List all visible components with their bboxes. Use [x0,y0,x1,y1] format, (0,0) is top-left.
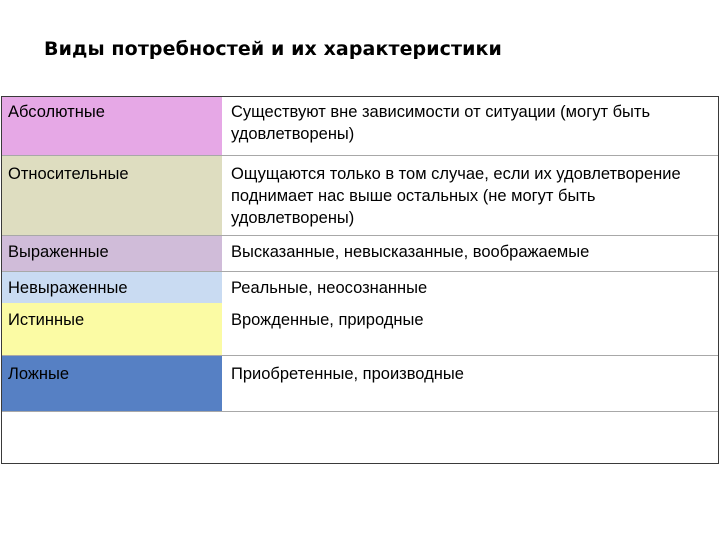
row-divider [2,271,718,272]
need-description: Ощущаются только в том случае, если их удовлетворение поднимает нас выше остальных (не могут быть удовлетворены) [231,165,681,227]
slide-title: Виды потребностей и их характеристики [44,38,502,60]
need-type-label: Выраженные [8,243,109,261]
row-description-cell [2,411,718,463]
row-divider [2,411,718,412]
need-description: Врожденные, природные [231,311,424,329]
need-type-label: Абсолютные [8,103,105,121]
need-type-label: Ложные [8,365,70,383]
need-description: Реальные, неосознанные [231,279,428,297]
need-type-label: Истинные [8,311,85,329]
table-row-empty [2,411,718,463]
need-description: Высказанные, невысказанные, воображаемые [231,243,590,261]
row-divider [2,155,718,156]
need-type-label: Относительные [8,165,129,183]
need-type-label: Невыраженные [8,279,128,297]
row-divider [2,235,718,236]
need-description: Приобретенные, производные [231,365,464,383]
need-description: Существуют вне зависимости от ситуации (могут быть удовлетворены) [231,103,651,143]
row-divider [2,355,718,356]
needs-table [1,96,719,464]
